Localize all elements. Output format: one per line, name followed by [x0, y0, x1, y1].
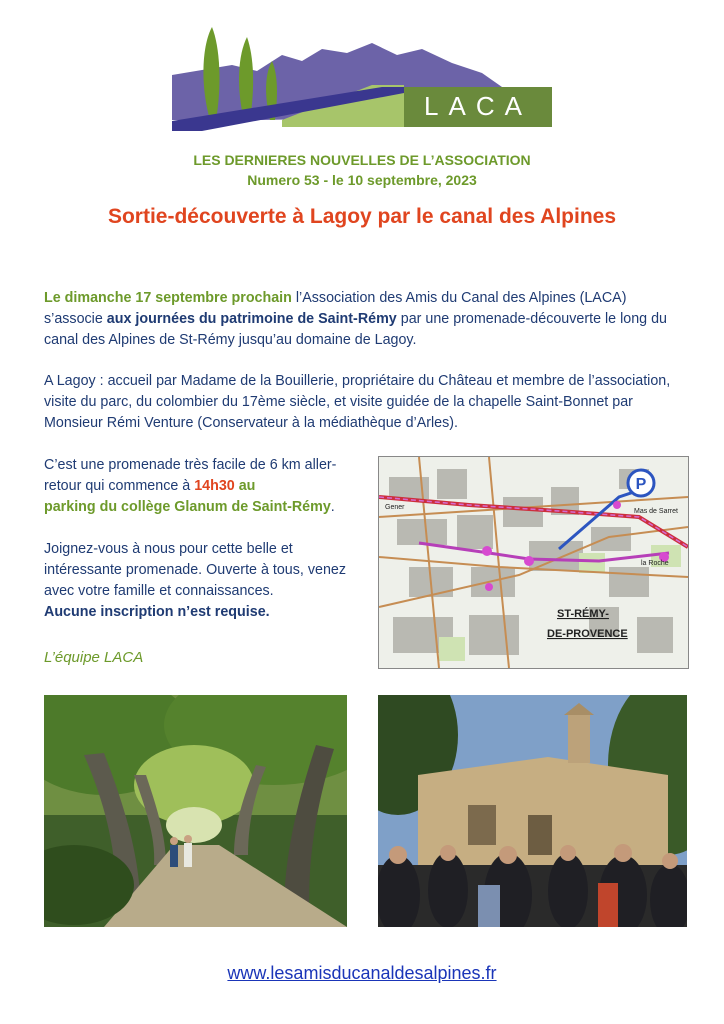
website-footer — [0, 963, 724, 984]
page-title: Sortie-découverte à Lagoy par le canal des Alpines — [107, 205, 617, 228]
laca-logo — [172, 25, 552, 133]
newsletter-issue: Numero 53 - le 10 septembre, 2023 — [247, 172, 477, 188]
map-label-mas: Mas de Sarret — [634, 508, 678, 515]
photo-tree-lined-path — [44, 695, 347, 927]
join-paragraph: Joignez-vous à nous pour cette belle et intéressante promenade. Ouverte à tous, venez avec votre famille et connaissances. Aucune inscription n’est requise. — [44, 541, 347, 620]
photo-chapel-visit — [378, 695, 687, 927]
parking-label: P — [635, 476, 647, 493]
map-label-roche: la Roche — [641, 560, 669, 567]
heritage-days: aux journées du patrimoine de Saint-Rémy — [106, 311, 397, 327]
website-link[interactable]: www.lesamisducanaldesalpines.fr — [227, 963, 497, 983]
logo-text: LACA — [424, 91, 532, 121]
walk-paragraph: C’est une promenade très facile de 6 km aller-retour qui commence à 14h30 au parking du collège Glanum de Saint-Rémy. — [44, 457, 337, 515]
lagoy-paragraph: A Lagoy : accueil par Madame de la Bouillerie, propriétaire du Château et membre de l’association, visite du parc, du colombier du 17ème siècle, et visite guidée de la chapelle Saint-Bonnet par Monsieur Rémi Venture (Conservateur à la médiathèque d’Arles). — [44, 373, 671, 431]
map-label-gener: Gener — [385, 504, 405, 511]
event-date: Le dimanche 17 septembre prochain — [44, 290, 292, 306]
signature: L’équipe LACA — [44, 649, 144, 666]
no-registration: Aucune inscription n’est requise. — [44, 604, 270, 620]
meeting-place: parking du collège Glanum de Saint-Rémy — [44, 499, 331, 515]
start-time: 14h30 — [194, 478, 235, 494]
intro-paragraph: Le dimanche 17 septembre prochain l’Association des Amis du Canal des Alpines (LACA) s’associe aux journées du patrimoine de Saint-Rémy par une promenade-découverte le long du canal des Alpines de St-Rémy jusqu’au domaine de Lagoy. — [44, 290, 668, 348]
route-map — [378, 456, 689, 669]
town-label-1: ST-RÉMY- — [557, 608, 609, 620]
newsletter-title: LES DERNIERES NOUVELLES DE L’ASSOCIATION — [193, 152, 531, 168]
town-label-2: DE-PROVENCE — [547, 628, 628, 640]
